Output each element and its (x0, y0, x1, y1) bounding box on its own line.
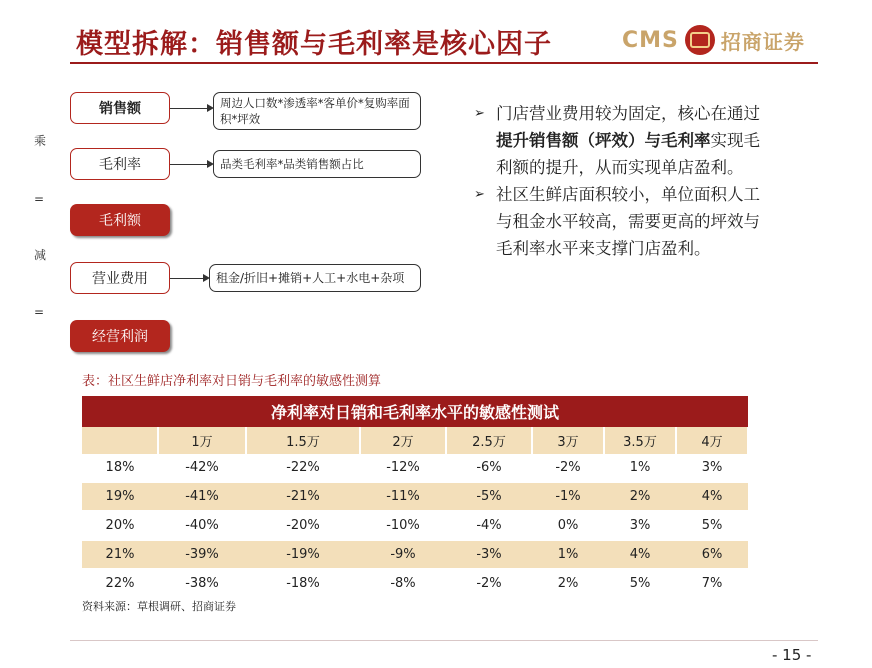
table-cell: -9% (360, 540, 446, 569)
op-multiply: 乘 (34, 134, 47, 148)
table-row (82, 569, 748, 597)
title-divider (70, 62, 818, 64)
table-cell: 4% (676, 482, 748, 511)
detail-sales: 周边人口数*渗透率*客单价*复购率面积*坪效 (213, 92, 421, 130)
arrowhead-icon: ➢ (474, 106, 485, 121)
table-caption: 表：社区生鲜店净利率对日销与毛利率的敏感性测算 (82, 374, 382, 389)
column-header: 2.5万 (446, 427, 532, 454)
table-row (82, 482, 748, 511)
box-opex: 营业费用 (70, 262, 170, 294)
table-cell: -2% (446, 569, 532, 597)
seal-icon (685, 25, 715, 55)
table-cell: -4% (446, 511, 532, 540)
column-header: 1万 (158, 427, 246, 454)
table-cell: 5% (604, 569, 676, 597)
sensitivity-table (82, 396, 749, 597)
cms-logo (622, 22, 805, 58)
table-cell: 20% (82, 511, 158, 540)
table-cell: -19% (246, 540, 360, 569)
table-cell: 18% (82, 454, 158, 482)
column-header: 3万 (532, 427, 604, 454)
box-gross-margin: 毛利率 (70, 148, 170, 180)
arrow-line (170, 164, 208, 165)
table-cell: -42% (158, 454, 246, 482)
table-cell: 3% (676, 454, 748, 482)
table-cell: -18% (246, 569, 360, 597)
box-gross-profit: 毛利额 (70, 204, 170, 236)
table-cell: 19% (82, 482, 158, 511)
table-cell: -1% (532, 482, 604, 511)
table-cell: 21% (82, 540, 158, 569)
logo-cn-text: 招商证券 (720, 29, 805, 54)
detail-opex: 租金/折旧+摊销+人工+水电+杂项 (209, 264, 421, 292)
table-cell: 22% (82, 569, 158, 597)
table-cell: -6% (446, 454, 532, 482)
page-number: - 15 - (772, 646, 812, 664)
table-cell: -20% (246, 511, 360, 540)
source-note: 资料来源：草根调研、招商证券 (82, 600, 236, 613)
table-cell: 1% (604, 454, 676, 482)
column-header: 4万 (676, 427, 748, 454)
table-cell: -38% (158, 569, 246, 597)
table-row (82, 454, 748, 482)
table-cell: 1% (532, 540, 604, 569)
column-header: 2万 (360, 427, 446, 454)
table-cell: -8% (360, 569, 446, 597)
table-cell: -11% (360, 482, 446, 511)
table-cell: -3% (446, 540, 532, 569)
table-cell: -22% (246, 454, 360, 482)
op-minus: 减 (34, 248, 47, 262)
table-cell: -10% (360, 511, 446, 540)
op-equals-2: = (34, 305, 45, 319)
logo-text: CMS (622, 27, 679, 53)
table-cell: 2% (532, 569, 604, 597)
box-operating-profit: 经营利润 (70, 320, 170, 352)
arrow-line (170, 108, 208, 109)
bullet-item (474, 181, 764, 262)
bullet-item (474, 100, 764, 181)
column-header: 3.5万 (604, 427, 676, 454)
table-title: 净利率对日销和毛利率水平的敏感性测试 (82, 396, 748, 427)
bullet-list (474, 100, 764, 262)
table-cell: 6% (676, 540, 748, 569)
op-equals: = (34, 192, 45, 206)
box-sales: 销售额 (70, 92, 170, 124)
table-cell: -41% (158, 482, 246, 511)
table-cell: 0% (532, 511, 604, 540)
page-title: 模型拆解：销售额与毛利率是核心因子 (76, 29, 552, 60)
column-header (82, 427, 158, 454)
table-cell: -21% (246, 482, 360, 511)
table-row (82, 540, 748, 569)
table-cell: 7% (676, 569, 748, 597)
arrow-line (170, 278, 204, 279)
table-header-row (82, 427, 748, 454)
table-cell: 2% (604, 482, 676, 511)
bullet-text: 门店营业费用较为固定，核心在通过提升销售额（坪效）与毛利率实现毛利额的提升，从而实现单店盈利。 (496, 104, 760, 177)
arrowhead-icon: ➢ (474, 187, 485, 202)
bullet-text: 社区生鲜店面积较小，单位面积人工与租金水平较高，需要更高的坪效与毛利率水平来支撑门店盈利。 (496, 185, 760, 258)
table-cell: -5% (446, 482, 532, 511)
table-cell: 5% (676, 511, 748, 540)
table-cell: 3% (604, 511, 676, 540)
table-row (82, 511, 748, 540)
detail-gross-margin: 品类毛利率*品类销售额占比 (213, 150, 421, 178)
table-cell: -12% (360, 454, 446, 482)
column-header: 1.5万 (246, 427, 360, 454)
footer-divider (70, 640, 818, 641)
table-cell: -2% (532, 454, 604, 482)
table-cell: -40% (158, 511, 246, 540)
table-cell: 4% (604, 540, 676, 569)
table-cell: -39% (158, 540, 246, 569)
